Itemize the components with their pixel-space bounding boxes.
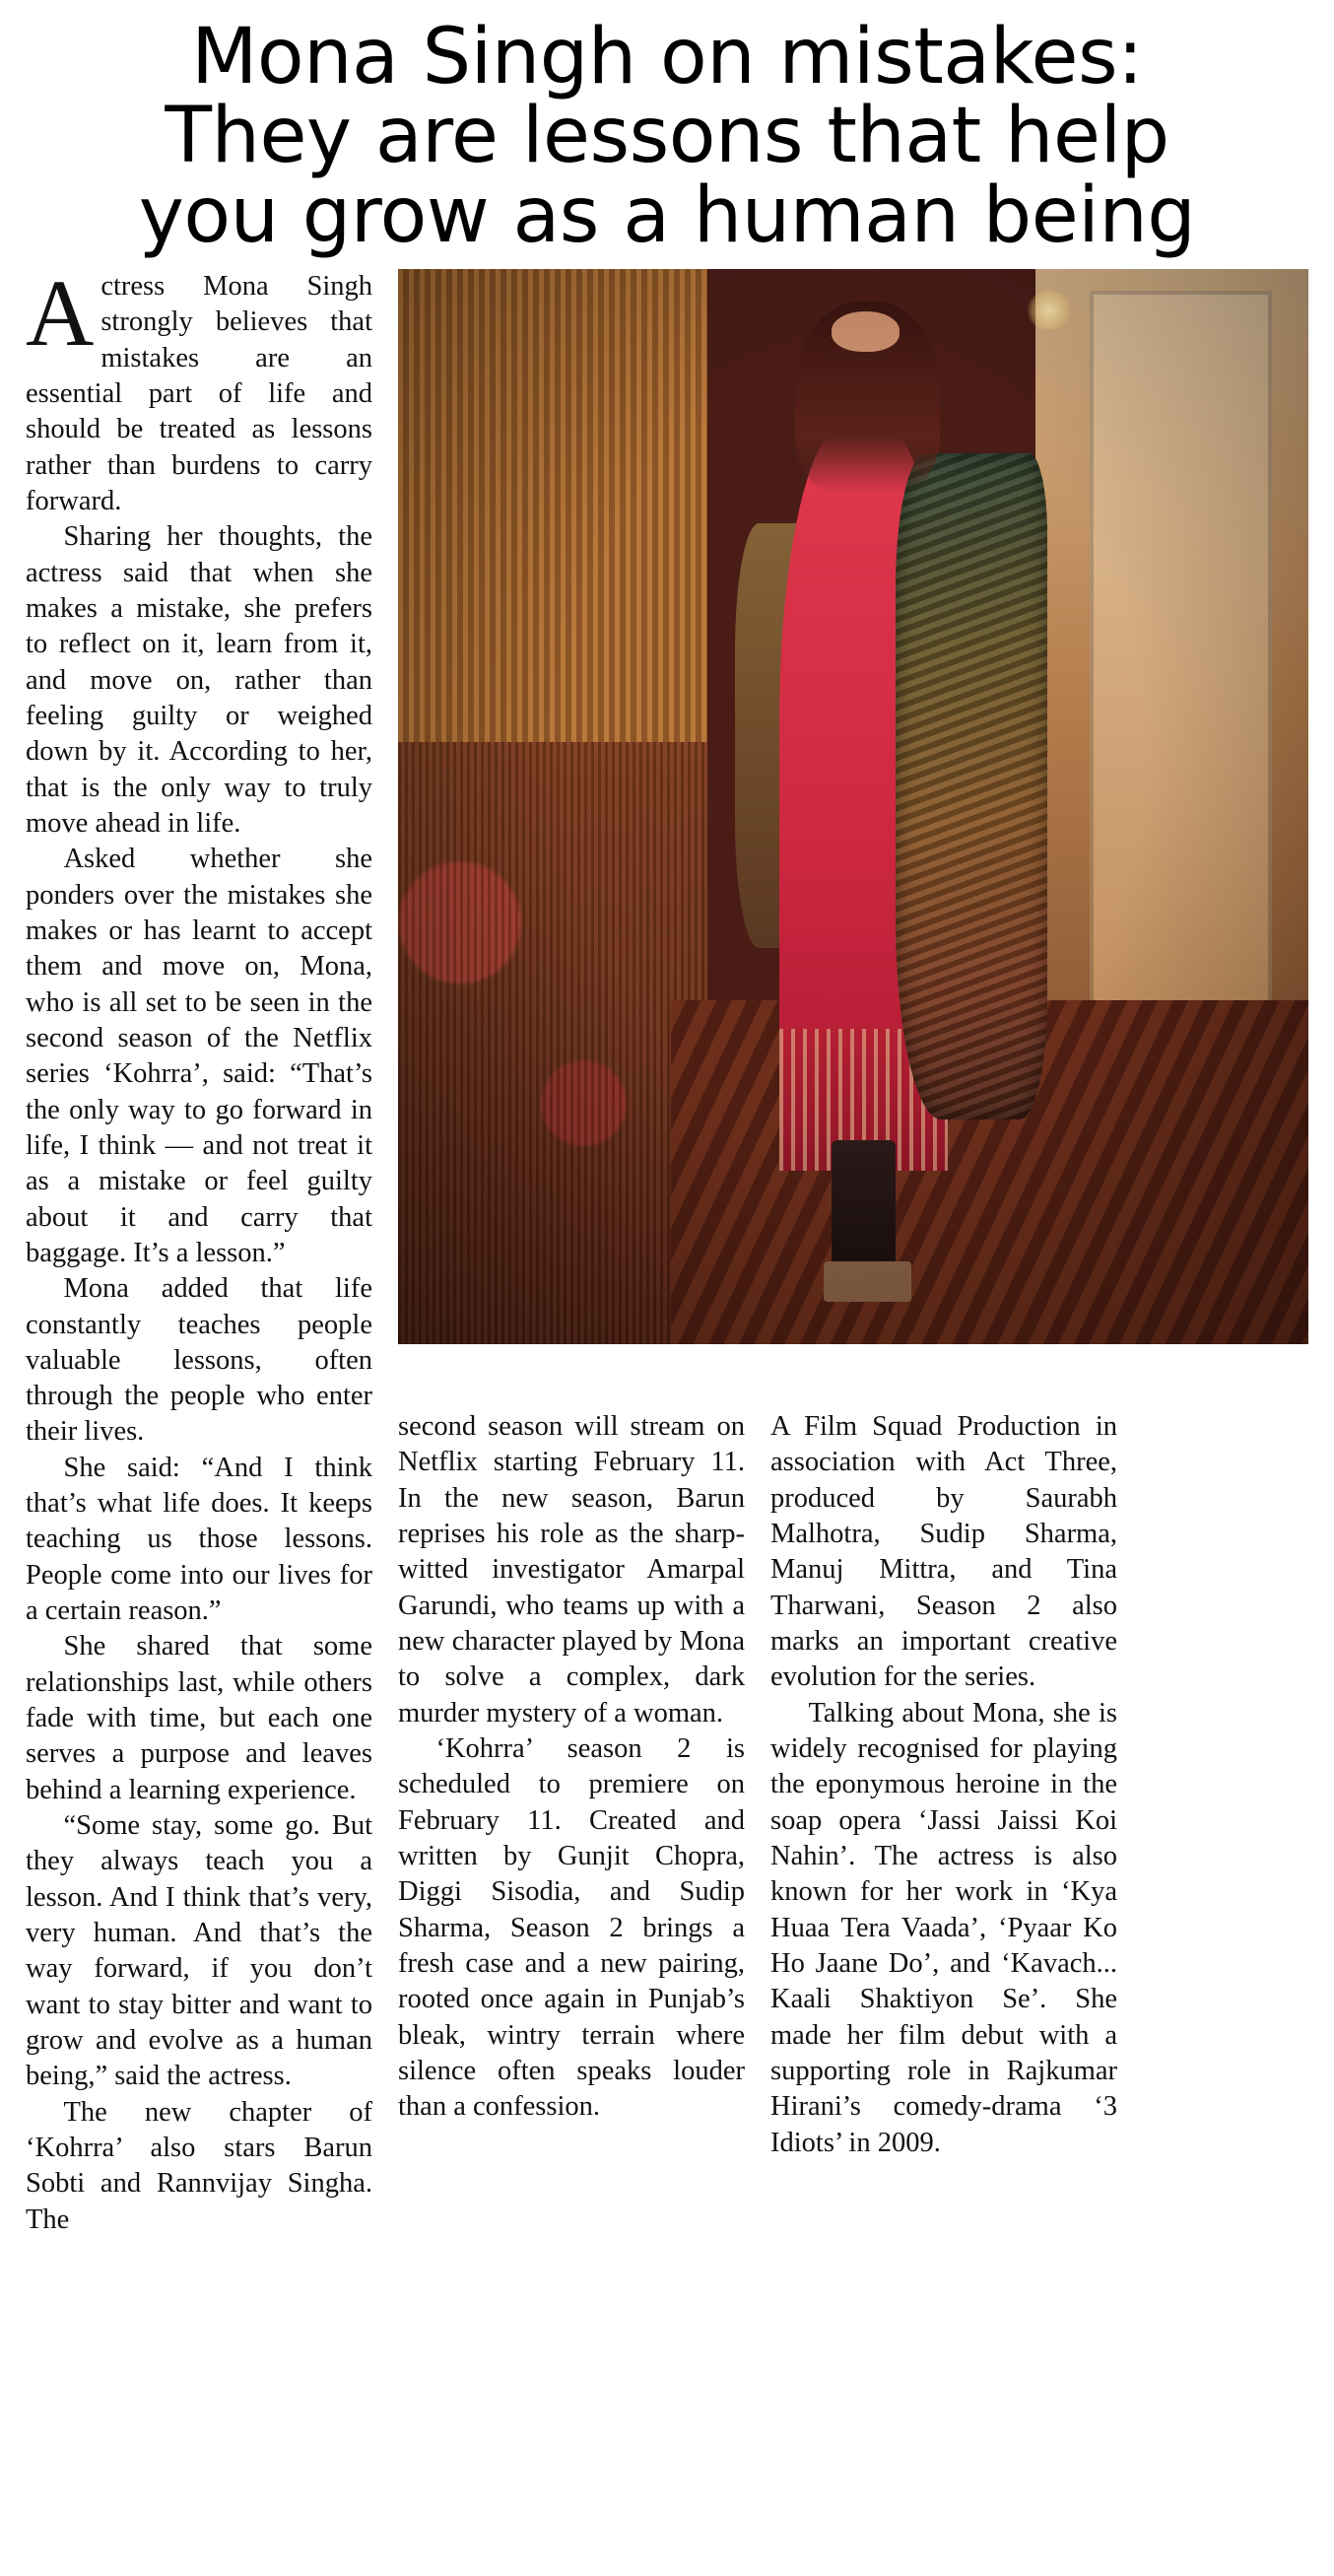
headline-line-2: They are lessons that help — [165, 92, 1169, 181]
paragraph: ‘Kohrra’ season 2 is scheduled to premiere on February 11. Created and written by Gunjit Chopra, Diggi Sisodia, and Sudip Sharma, Season 2 brings a fresh case and a new pairing, rooted once again in Punjab’s bleak, wintry terrain where silence often speaks louder than a confession. — [398, 1732, 745, 2123]
paragraph: Asked whether she ponders over the mistakes she makes or has learnt to accept them and move on, Mona, who is all set to be seen in the second season of the Netflix series ‘Kohrra’, said: “That’s the only way to go forward in life, I think — and not treat it as a mistake or feel guilty about it and carry that baggage. It’s a lesson.” — [26, 844, 372, 1268]
paragraph: Actress Mona Singh strongly believes that mistakes are an essential part of life and should be treated as lessons rather than burdens to carry forward. — [26, 259, 372, 516]
paragraph: She said: “And I think that’s what life does. It keeps teaching us those lessons. People come into our lives for a certain reason.” — [26, 1452, 372, 1627]
headline-line-1: Mona Singh on mistakes: — [191, 13, 1143, 102]
paragraph: Talking about Mona, she is widely recognised for playing the eponymous heroine in the soap opera ‘Jassi Jaissi Koi Nahin’. The actress is also known for her work in ‘Kya Huaa Tera Vaada’, ‘Pyaar Ko Ho Jaane Do’, and ‘Kavach... Kaali Shaktiyon Se’. She made her film debut with a supporting role in Rajkumar Hirani’s comedy-drama ‘3 Idiots’ in 2009. — [770, 1697, 1117, 2158]
article-column-2 — [398, 1409, 745, 2161]
paragraph: A Film Squad Production in association with Act Three, produced by Saurabh Malhotra, Sudip Sharma, Manuj Mittra, and Tina Tharwani, Season 2 also marks an important creative evolution for the series. — [770, 1411, 1117, 1693]
article-column-3 — [770, 1409, 1117, 2161]
paragraph: second season will stream on Netflix starting February 11. In the new season, Barun reprises his role as the sharp-witted investigator Amarpal Garundi, who teams up with a new character played by Mona to solve a complex, dark murder mystery of a woman. — [398, 1411, 745, 1729]
paragraph: Mona added that life constantly teaches people valuable lessons, often through the people who enter their lives. — [26, 1273, 372, 1448]
page-title — [26, 13, 1308, 260]
paragraph: Sharing her thoughts, the actress said that when she makes a mistake, she prefers to reflect on it, learn from it, and move on, rather than feeling guilty or weighed down by it. According to her, that is the only way to truly move ahead in life. — [26, 521, 372, 839]
paragraph: The new chapter of ‘Kohrra’ also stars Barun Sobti and Rannvijay Singha. The — [26, 2096, 372, 2235]
lower-columns — [26, 1409, 1308, 2161]
headline-line-3: you grow as a human being — [138, 170, 1196, 260]
photo-illustration — [398, 269, 1308, 1344]
photo-vignette — [398, 269, 1308, 1344]
paragraph: “Some stay, some go. But they always teach you a lesson. And I think that’s very, very human. And that’s the way forward, if you don’t want to stay bitter and want to grow and evolve as a human being,” said the actress. — [26, 1810, 372, 2092]
paragraph: She shared that some relationships last, while others fade with time, but each one serves a purpose and leaves behind a learning experience. — [26, 1631, 372, 1805]
article-photo — [398, 269, 1308, 1344]
